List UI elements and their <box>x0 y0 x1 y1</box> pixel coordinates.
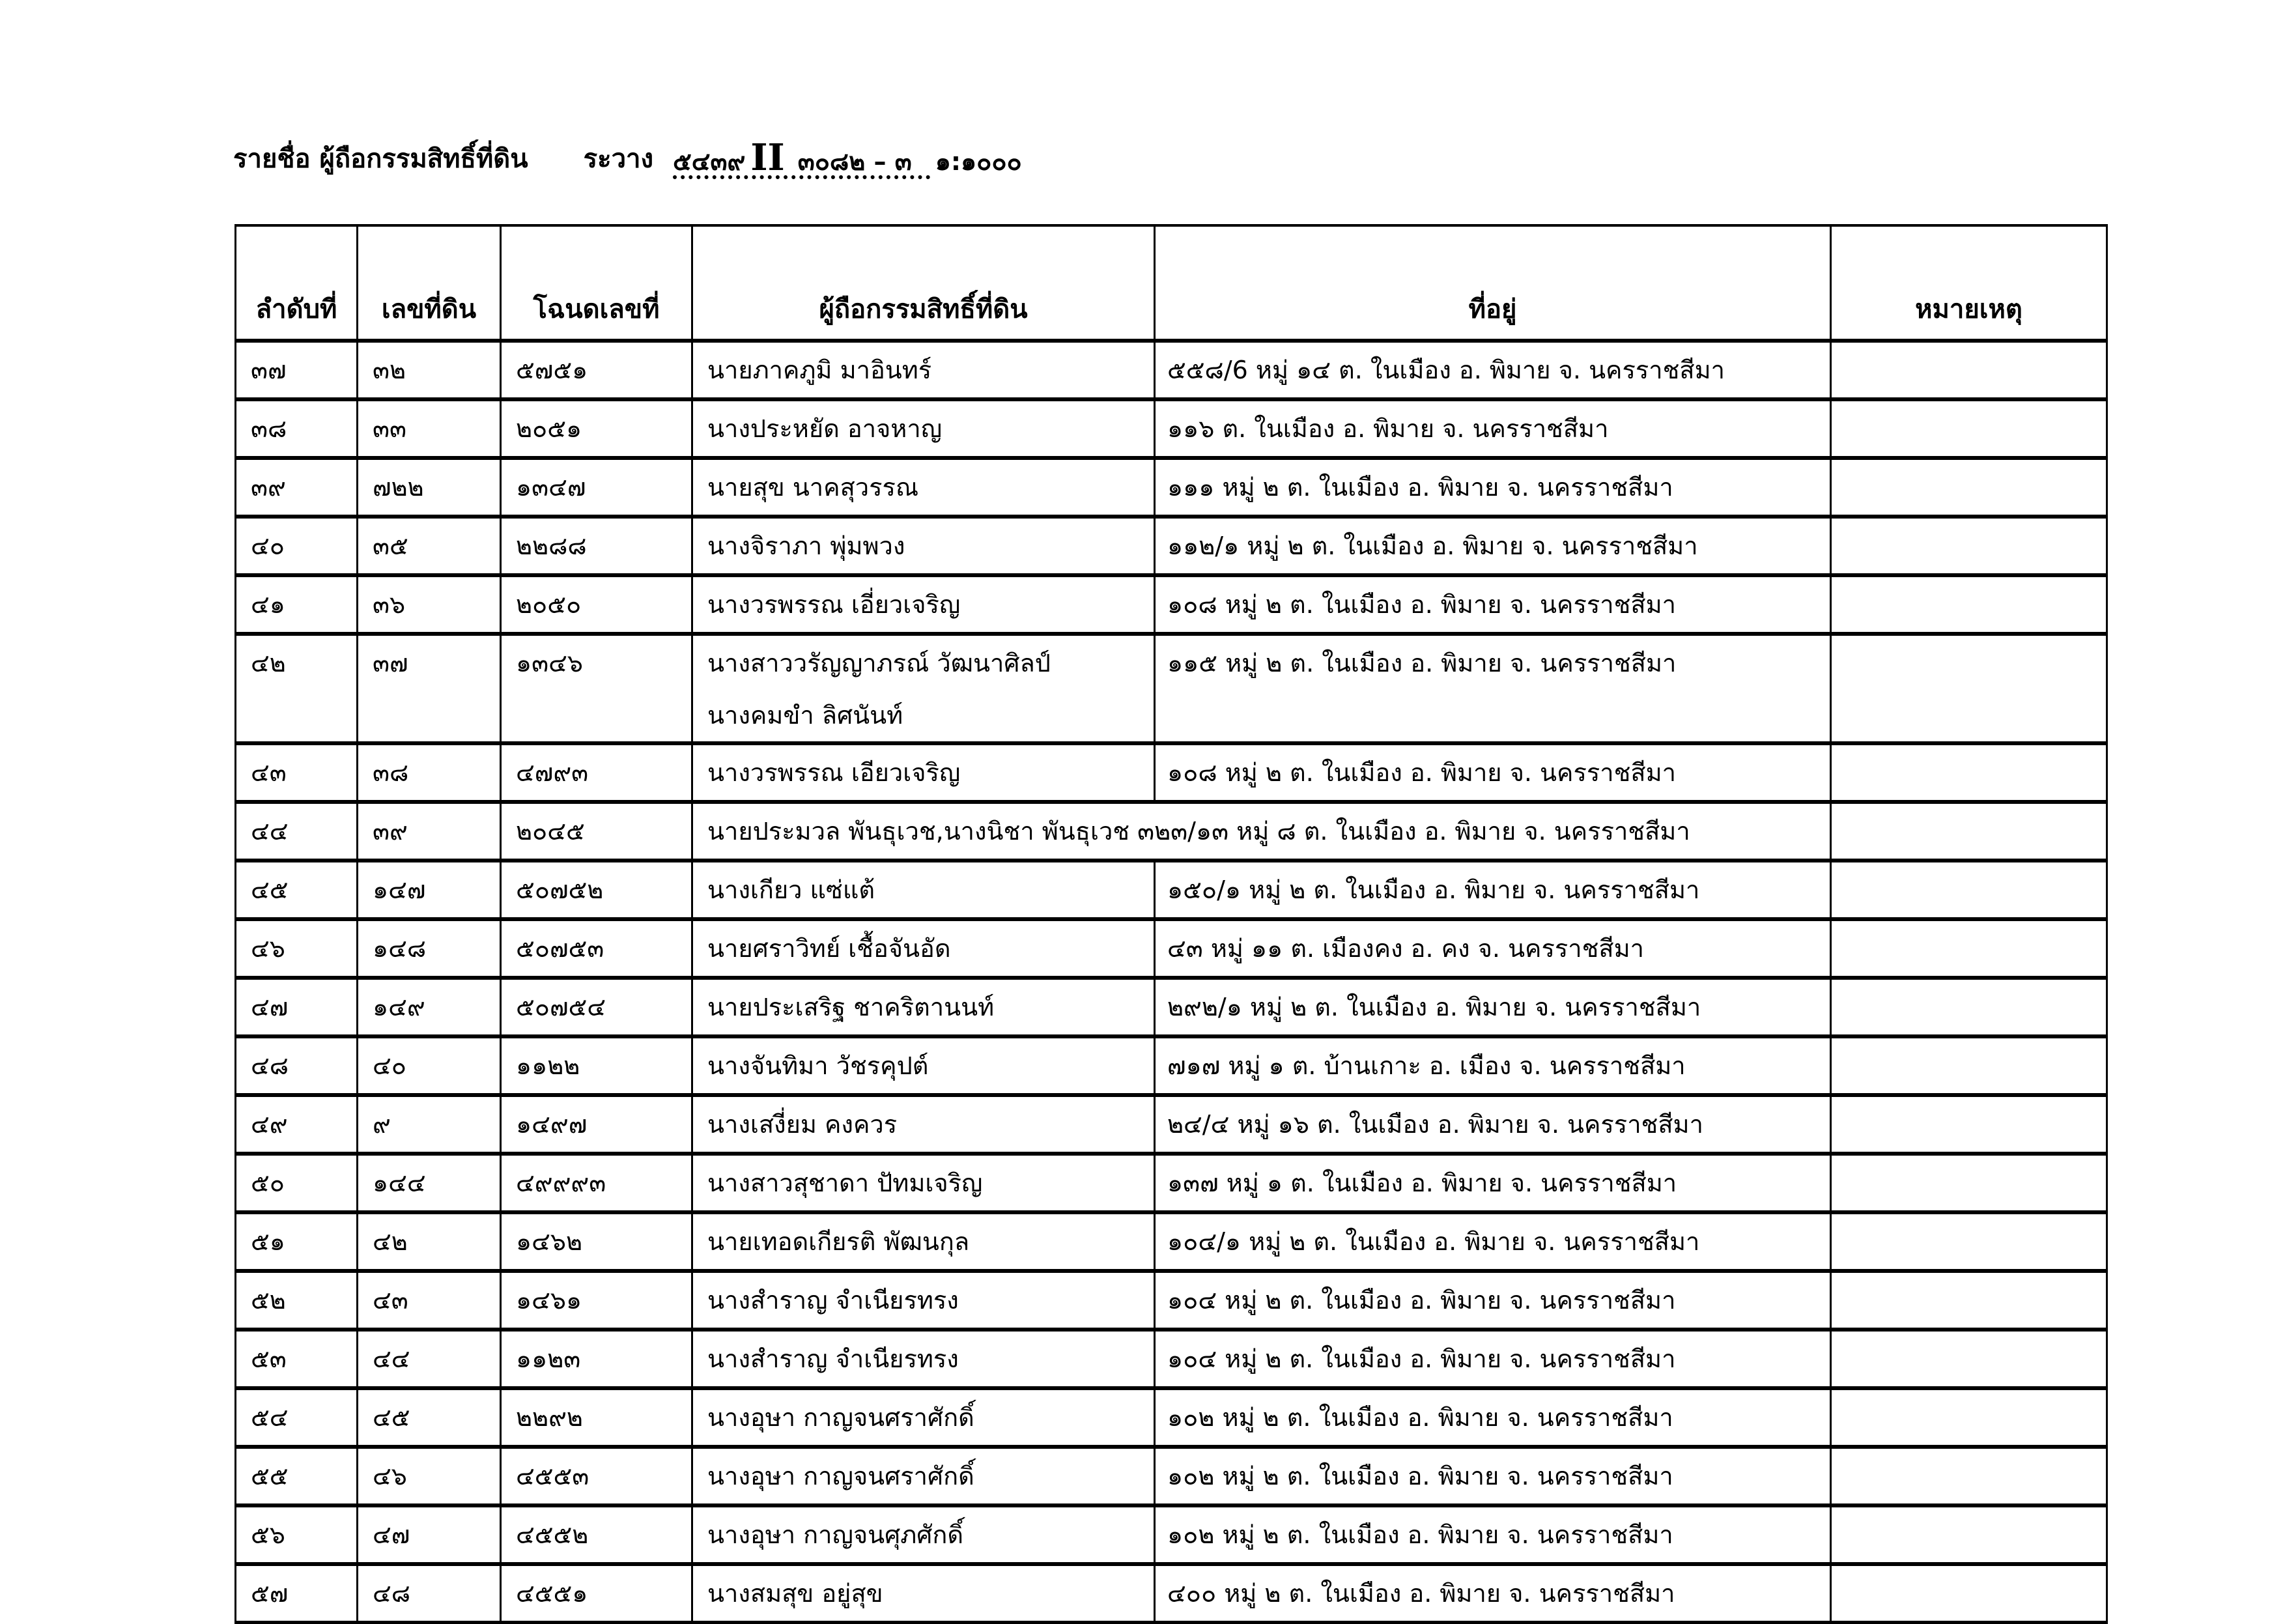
owner-name: นางสมสุข อยู่สุข <box>707 1579 883 1608</box>
cell-deed: ๕๐๗๕๔ <box>501 978 692 1036</box>
cell-owner <box>692 861 1155 919</box>
header-note: หมายเหตุ <box>1831 225 2107 341</box>
cell-seq: ๕๖ <box>236 1505 358 1564</box>
map-scale: ๑:๑๐๐๐ <box>935 147 1022 176</box>
cell-plot: ๑๔๗ <box>358 861 501 919</box>
table-row <box>236 575 2107 634</box>
cell-deed: ๑๔๖๑ <box>501 1271 692 1330</box>
cell-address: ๑๕๐/๑ หมู่ ๒ ต. ในเมือง อ. พิมาย จ. นครราชสีมา <box>1155 861 1831 919</box>
cell-plot: ๔๗ <box>358 1505 501 1564</box>
owner-name: นางอุษา กาญจนศราศักดิ์ <box>707 1403 974 1432</box>
title-label: รายชื่อ ผู้ถือกรรมสิทธิ์ที่ดิน <box>233 144 528 174</box>
owner-name: นางประหยัด อาจหาญ <box>707 414 943 443</box>
owner-name: นางเสงี่ยม คงควร <box>707 1110 898 1139</box>
cell-plot: ๑๔๔ <box>358 1154 501 1212</box>
cell-address: ๑๐๒ หมู่ ๒ ต. ในเมือง อ. พิมาย จ. นครราชสีมา <box>1155 1447 1831 1505</box>
owner-name: นางอุษา กาญจนศราศักดิ์ <box>707 1462 974 1490</box>
sheet-number: ๕๔๓๙ <box>673 147 746 176</box>
owner-name: นางจันทิมา วัชรคุปต์ <box>707 1051 929 1080</box>
cell-deed: ๒๒๙๒ <box>501 1388 692 1447</box>
table-row <box>236 1564 2107 1623</box>
header-deed: โฉนดเลขที่ <box>501 225 692 341</box>
owner-name: นางเกียว แซ่แต้ <box>707 876 875 904</box>
cell-deed: ๑๓๔๖ <box>501 634 692 743</box>
cell-plot: ๔๕ <box>358 1388 501 1447</box>
table-row <box>236 1036 2107 1095</box>
cell-seq: ๕๗ <box>236 1564 358 1623</box>
table-row <box>236 458 2107 517</box>
table-body <box>236 341 2107 1623</box>
cell-note <box>1831 1564 2107 1623</box>
cell-note <box>1831 743 2107 802</box>
owner-name: นายประเสริฐ ชาคริตานนท์ <box>707 993 995 1021</box>
cell-seq: ๓๘ <box>236 399 358 458</box>
cell-seq: ๔๙ <box>236 1095 358 1154</box>
cell-address: ๗๑๗ หมู่ ๑ ต. บ้านเกาะ อ. เมือง จ. นครราชสีมา <box>1155 1036 1831 1095</box>
cell-plot: ๔๐ <box>358 1036 501 1095</box>
cell-deed: ๔๕๕๑ <box>501 1564 692 1623</box>
cell-seq: ๕๓ <box>236 1330 358 1388</box>
cell-address: ๑๑๖ ต. ในเมือง อ. พิมาย จ. นครราชสีมา <box>1155 399 1831 458</box>
table-row <box>236 1212 2107 1271</box>
cell-deed: ๕๗๕๑ <box>501 341 692 399</box>
cell-owner <box>692 1447 1155 1505</box>
cell-plot: ๓๗ <box>358 634 501 743</box>
sheet-label: ระวาง <box>583 144 654 174</box>
cell-address: ๑๑๕ หมู่ ๒ ต. ในเมือง อ. พิมาย จ. นครราชสีมา <box>1155 634 1831 743</box>
cell-deed: ๒๐๔๕ <box>501 802 692 861</box>
owner-name: นางวรพรรณ เอี่ยวเจริญ <box>707 590 961 619</box>
table-row <box>236 1388 2107 1447</box>
table-row <box>236 634 2107 743</box>
cell-owner <box>692 1505 1155 1564</box>
owner-name: นายศราวิทย์ เชื้อจันอัด <box>707 934 951 963</box>
cell-address: ๔๓ หมู่ ๑๑ ต. เมืองคง อ. คง จ. นครราชสีมา <box>1155 919 1831 978</box>
table-row <box>236 341 2107 399</box>
owner-name: นางอุษา กาญจนศุภศักดิ์ <box>707 1520 964 1549</box>
cell-address: ๑๓๗ หมู่ ๑ ต. ในเมือง อ. พิมาย จ. นครราชสีมา <box>1155 1154 1831 1212</box>
cell-note <box>1831 861 2107 919</box>
cell-plot: ๑๔๙ <box>358 978 501 1036</box>
cell-plot: ๓๓ <box>358 399 501 458</box>
cell-deed: ๕๐๗๕๒ <box>501 861 692 919</box>
cell-plot: ๔๖ <box>358 1447 501 1505</box>
cell-note <box>1831 1330 2107 1388</box>
cell-address: ๑๐๒ หมู่ ๒ ต. ในเมือง อ. พิมาย จ. นครราชสีมา <box>1155 1505 1831 1564</box>
owner-name: นางสำราญ จำเนียรทรง <box>707 1286 959 1315</box>
cell-owner <box>692 743 1155 802</box>
cell-note <box>1831 978 2107 1036</box>
cell-seq: ๕๕ <box>236 1447 358 1505</box>
cell-address: ๑๐๒ หมู่ ๒ ต. ในเมือง อ. พิมาย จ. นครราชสีมา <box>1155 1388 1831 1447</box>
cell-owner <box>692 1388 1155 1447</box>
table-row <box>236 743 2107 802</box>
cell-owner <box>692 399 1155 458</box>
owner-name: นางสาววรัญญาภรณ์ วัฒนาศิลป์ <box>707 649 1051 677</box>
cell-deed: ๔๕๕๓ <box>501 1447 692 1505</box>
cell-owner <box>692 978 1155 1036</box>
table-row <box>236 861 2107 919</box>
cell-note <box>1831 1271 2107 1330</box>
table-row <box>236 919 2107 978</box>
cell-deed: ๔๗๙๓ <box>501 743 692 802</box>
cell-plot: ๓๖ <box>358 575 501 634</box>
land-owner-table <box>234 224 2108 1624</box>
table-row <box>236 1505 2107 1564</box>
sheet-index: ๓๐๘๒ – ๓ <box>797 147 912 176</box>
cell-deed: ๑๔๖๒ <box>501 1212 692 1271</box>
cell-owner <box>692 1330 1155 1388</box>
table-header-row <box>236 225 2107 341</box>
cell-note <box>1831 802 2107 861</box>
table-row <box>236 517 2107 575</box>
cell-owner <box>692 634 1155 743</box>
cell-note <box>1831 1095 2107 1154</box>
cell-address: ๑๑๒/๑ หมู่ ๒ ต. ในเมือง อ. พิมาย จ. นครราชสีมา <box>1155 517 1831 575</box>
table-row <box>236 802 2107 861</box>
owner-name: นายสุข นาคสุวรรณ <box>707 473 919 502</box>
cell-owner <box>692 1154 1155 1212</box>
header-plot: เลขที่ดิน <box>358 225 501 341</box>
cell-seq: ๔๗ <box>236 978 358 1036</box>
owner-name: นางวรพรรณ เอียวเจริญ <box>707 758 961 787</box>
cell-owner <box>692 575 1155 634</box>
cell-seq: ๕๑ <box>236 1212 358 1271</box>
cell-deed: ๑๑๒๓ <box>501 1330 692 1388</box>
document-title <box>233 134 1022 179</box>
cell-seq: ๔๑ <box>236 575 358 634</box>
cell-seq: ๔๔ <box>236 802 358 861</box>
cell-owner <box>692 1564 1155 1623</box>
table-row <box>236 1271 2107 1330</box>
cell-seq: ๔๖ <box>236 919 358 978</box>
cell-note <box>1831 458 2107 517</box>
cell-note <box>1831 1212 2107 1271</box>
cell-deed: ๑๑๒๒ <box>501 1036 692 1095</box>
cell-plot: ๓๕ <box>358 517 501 575</box>
cell-seq: ๕๒ <box>236 1271 358 1330</box>
cell-plot: ๔๘ <box>358 1564 501 1623</box>
cell-note <box>1831 575 2107 634</box>
cell-note <box>1831 1388 2107 1447</box>
sheet-roman: II <box>750 135 785 179</box>
cell-seq: ๔๐ <box>236 517 358 575</box>
table-row <box>236 1447 2107 1505</box>
table-row <box>236 1154 2107 1212</box>
cell-address: ๑๐๔/๑ หมู่ ๒ ต. ในเมือง อ. พิมาย จ. นครราชสีมา <box>1155 1212 1831 1271</box>
table-row <box>236 1095 2107 1154</box>
cell-note <box>1831 1036 2107 1095</box>
cell-note <box>1831 517 2107 575</box>
cell-deed: ๒๐๕๑ <box>501 399 692 458</box>
sheet-identifier <box>673 135 930 179</box>
cell-owner <box>692 458 1155 517</box>
cell-plot: ๔๒ <box>358 1212 501 1271</box>
cell-seq: ๔๕ <box>236 861 358 919</box>
cell-address: ๔๐๐ หมู่ ๒ ต. ในเมือง อ. พิมาย จ. นครราชสีมา <box>1155 1564 1831 1623</box>
cell-deed: ๒๐๕๐ <box>501 575 692 634</box>
cell-note <box>1831 399 2107 458</box>
cell-plot: ๓๒ <box>358 341 501 399</box>
cell-deed: ๕๐๗๕๓ <box>501 919 692 978</box>
cell-seq: ๕๔ <box>236 1388 358 1447</box>
cell-seq: ๔๒ <box>236 634 358 743</box>
cell-plot: ๑๔๘ <box>358 919 501 978</box>
cell-note <box>1831 919 2107 978</box>
owner-name: นางสาวสุชาดา ปัทมเจริญ <box>707 1169 983 1197</box>
header-owner: ผู้ถือกรรมสิทธิ์ที่ดิน <box>692 225 1155 341</box>
cell-note <box>1831 1505 2107 1564</box>
cell-plot: ๔๔ <box>358 1330 501 1388</box>
owner-name: นางจิราภา พุ่มพวง <box>707 532 905 560</box>
cell-seq: ๔๓ <box>236 743 358 802</box>
cell-plot: ๓๙ <box>358 802 501 861</box>
cell-owner-address-merged: นายประมวล พันธุเวช,นางนิชา พันธุเวช ๓๒๓/๑๓ หมู่ ๘ ต. ในเมือง อ. พิมาย จ. นครราชสีมา <box>692 802 1831 861</box>
header-seq: ลำดับที่ <box>236 225 358 341</box>
cell-seq: ๓๙ <box>236 458 358 517</box>
owner-name: นางสำราญ จำเนียรทรง <box>707 1345 959 1373</box>
cell-address: ๕๕๘/6 หมู่ ๑๔ ต. ในเมือง อ. พิมาย จ. นครราชสีมา <box>1155 341 1831 399</box>
cell-owner <box>692 919 1155 978</box>
cell-address: ๑๐๔ หมู่ ๒ ต. ในเมือง อ. พิมาย จ. นครราชสีมา <box>1155 1271 1831 1330</box>
cell-deed: ๔๙๙๙๓ <box>501 1154 692 1212</box>
cell-plot: ๙ <box>358 1095 501 1154</box>
cell-address: ๑๐๘ หมู่ ๒ ต. ในเมือง อ. พิมาย จ. นครราชสีมา <box>1155 575 1831 634</box>
cell-note <box>1831 1154 2107 1212</box>
cell-note <box>1831 1447 2107 1505</box>
cell-address: ๒๙๒/๑ หมู่ ๒ ต. ในเมือง อ. พิมาย จ. นครราชสีมา <box>1155 978 1831 1036</box>
cell-owner <box>692 1036 1155 1095</box>
cell-plot: ๗๒๒ <box>358 458 501 517</box>
table-row <box>236 1330 2107 1388</box>
cell-plot: ๔๓ <box>358 1271 501 1330</box>
cell-owner <box>692 1271 1155 1330</box>
cell-deed: ๑๓๔๗ <box>501 458 692 517</box>
cell-owner <box>692 1095 1155 1154</box>
cell-owner <box>692 341 1155 399</box>
table-row <box>236 978 2107 1036</box>
cell-address: ๒๔/๔ หมู่ ๑๖ ต. ในเมือง อ. พิมาย จ. นครราชสีมา <box>1155 1095 1831 1154</box>
cell-owner <box>692 1212 1155 1271</box>
cell-deed: ๑๔๙๗ <box>501 1095 692 1154</box>
owner-name: นายภาคภูมิ มาอินทร์ <box>707 356 932 384</box>
cell-deed: ๒๒๘๘ <box>501 517 692 575</box>
cell-plot: ๓๘ <box>358 743 501 802</box>
header-address: ที่อยู่ <box>1155 225 1831 341</box>
owner-name: นางคมขำ ลิศนันท์ <box>707 701 903 730</box>
cell-seq: ๓๗ <box>236 341 358 399</box>
cell-address: ๑๐๘ หมู่ ๒ ต. ในเมือง อ. พิมาย จ. นครราชสีมา <box>1155 743 1831 802</box>
cell-address: ๑๐๔ หมู่ ๒ ต. ในเมือง อ. พิมาย จ. นครราชสีมา <box>1155 1330 1831 1388</box>
cell-deed: ๔๕๕๒ <box>501 1505 692 1564</box>
cell-note <box>1831 634 2107 743</box>
cell-note <box>1831 341 2107 399</box>
table-row <box>236 399 2107 458</box>
owner-name: นายเทอดเกียรติ พัฒนกุล <box>707 1227 970 1256</box>
cell-address: ๑๑๑ หมู่ ๒ ต. ในเมือง อ. พิมาย จ. นครราชสีมา <box>1155 458 1831 517</box>
cell-seq: ๔๘ <box>236 1036 358 1095</box>
cell-owner <box>692 517 1155 575</box>
cell-seq: ๕๐ <box>236 1154 358 1212</box>
